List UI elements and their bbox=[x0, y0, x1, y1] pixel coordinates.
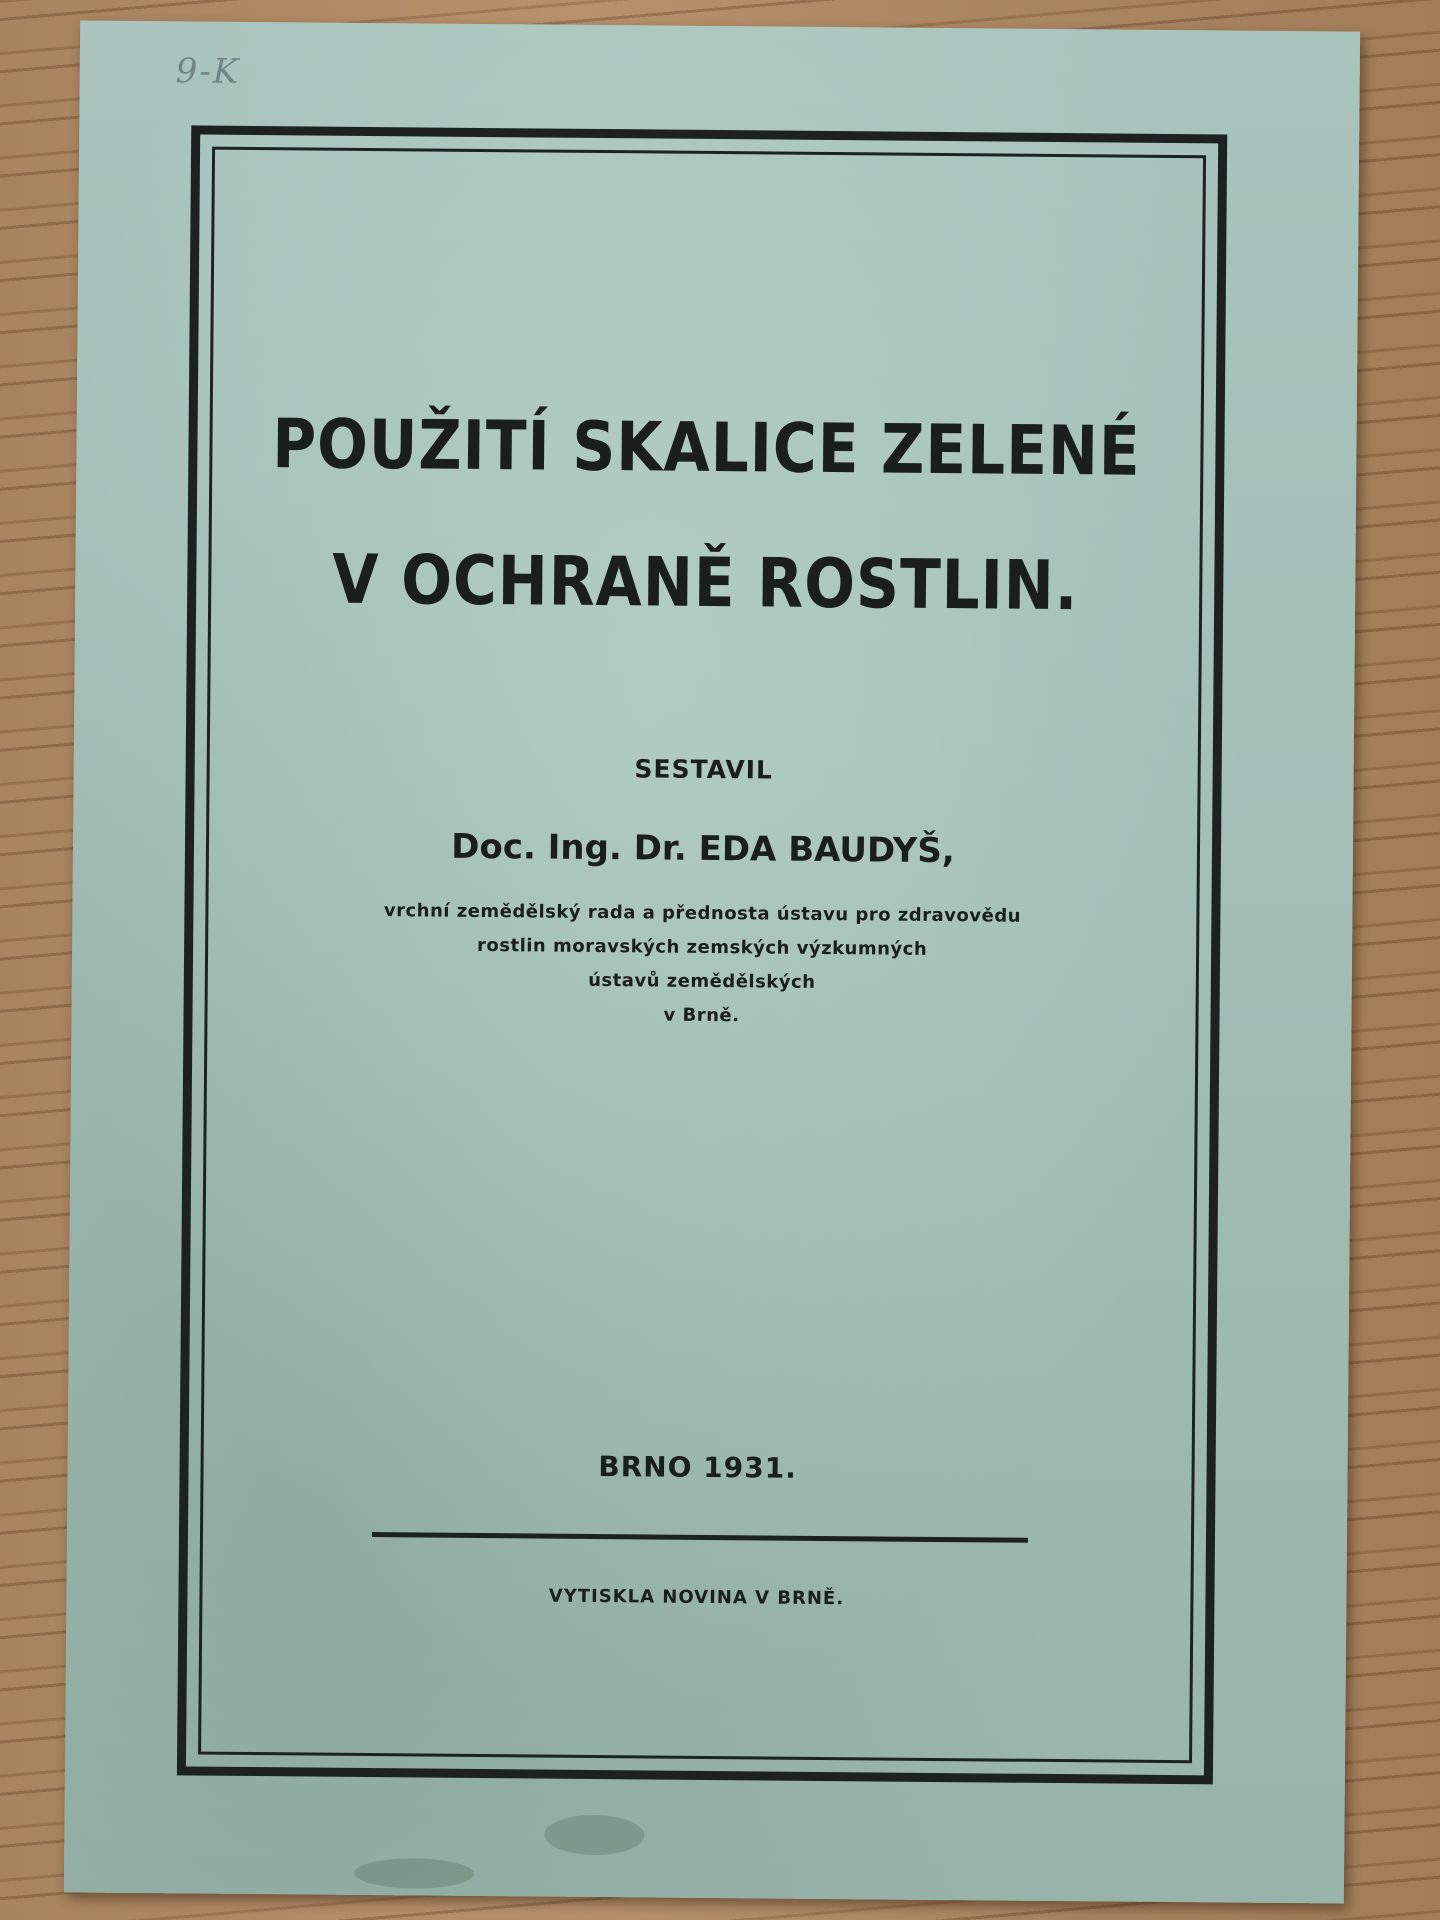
compiled-by-label: SESTAVIL bbox=[634, 754, 774, 785]
title-line-1: POUŽITÍ SKALICE ZELENÉ bbox=[272, 405, 1141, 492]
handwritten-note: 9-K bbox=[175, 51, 241, 92]
author-affiliation-line: rostlin moravských zemských výzkumných bbox=[476, 934, 928, 960]
author-affiliation-line: vrchní zemědělský rada a přednosta ústavu pro zdravovědu bbox=[383, 900, 1022, 927]
cover-content bbox=[186, 135, 1218, 1776]
place-and-year: BRNO 1931. bbox=[598, 1450, 797, 1485]
author-affiliation-line: v Brně. bbox=[663, 1004, 740, 1027]
title-line-2: V OCHRANĚ ROSTLIN. bbox=[331, 540, 1079, 627]
booklet-cover bbox=[64, 20, 1360, 1903]
water-stain bbox=[354, 1858, 474, 1889]
author-name: Doc. Ing. Dr. EDA BAUDYŠ, bbox=[451, 826, 955, 872]
water-stain bbox=[544, 1815, 644, 1856]
cover-border-frame bbox=[177, 125, 1227, 1784]
author-affiliation-line: ústavů zemědělských bbox=[588, 969, 816, 993]
horizontal-rule bbox=[372, 1532, 1028, 1543]
printer-imprint: VYTISKLA NOVINA V BRNĚ. bbox=[548, 1585, 845, 1610]
